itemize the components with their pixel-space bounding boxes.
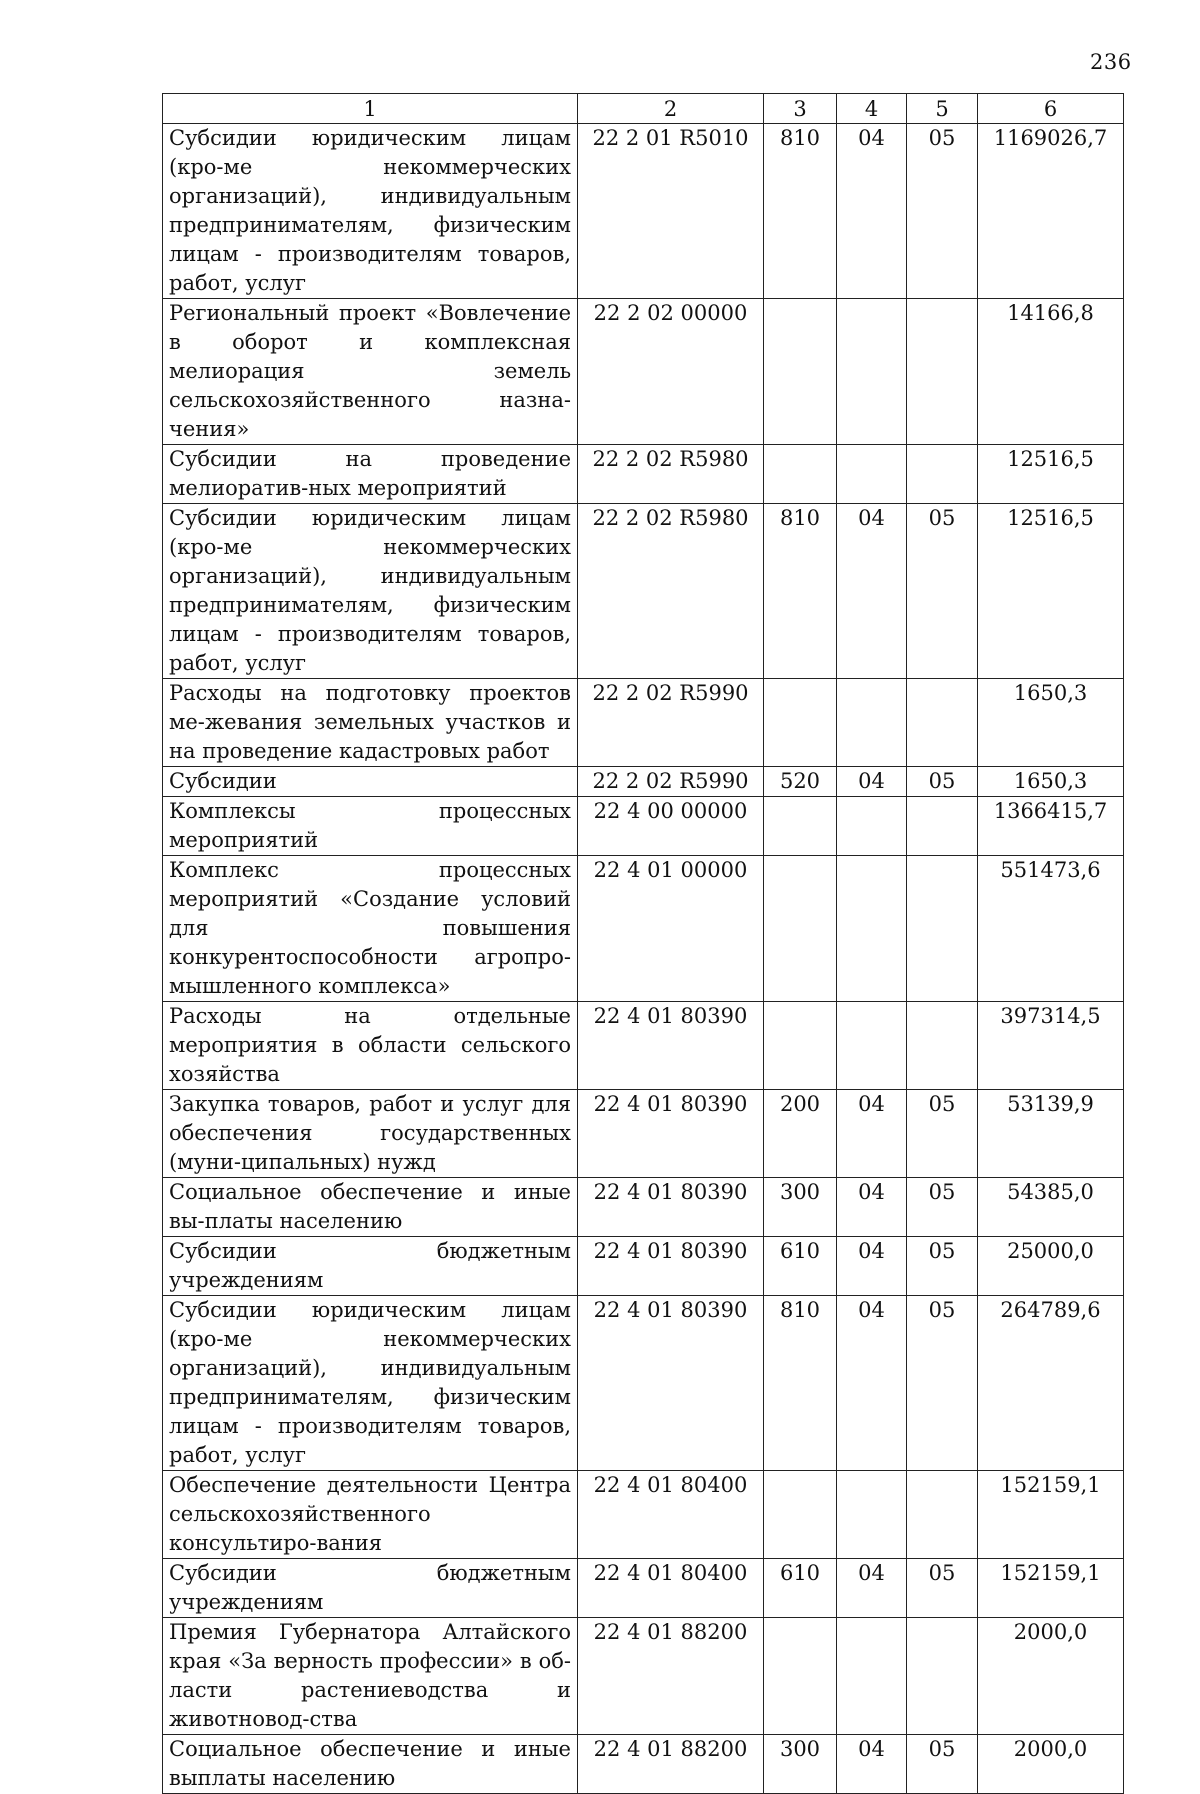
row-code-cell: 22 4 01 80390: [578, 1002, 764, 1090]
row-code-cell: 22 2 02 R5990: [578, 767, 764, 797]
row-col3-cell: [764, 679, 837, 767]
header-col-5: 5: [907, 94, 978, 124]
header-row: [163, 94, 1124, 124]
row-col3-cell: 810: [764, 124, 837, 299]
table-row: [163, 856, 1124, 1002]
row-col3-cell: [764, 1618, 837, 1735]
row-col3-cell: [764, 299, 837, 445]
row-code-cell: 22 2 02 R5980: [578, 445, 764, 504]
row-col4-cell: 04: [837, 1090, 907, 1178]
row-name-cell: Региональный проект «Вовлечение в оборот и комплексная мелиорация земель сельскохозяйственного назна-чения»: [163, 299, 578, 445]
row-amount-cell: 1650,3: [978, 679, 1124, 767]
row-code-cell: 22 4 01 88200: [578, 1618, 764, 1735]
row-col5-cell: 05: [907, 124, 978, 299]
row-col3-cell: 300: [764, 1735, 837, 1794]
table-row: [163, 124, 1124, 299]
row-name-cell: Субсидии бюджетным учреждениям: [163, 1559, 578, 1618]
table-row: [163, 445, 1124, 504]
row-code-cell: 22 4 01 80400: [578, 1471, 764, 1559]
row-name-cell: Субсидии: [163, 767, 578, 797]
table-row: [163, 1471, 1124, 1559]
row-col4-cell: 04: [837, 1735, 907, 1794]
row-col4-cell: 04: [837, 504, 907, 679]
row-col3-cell: [764, 1002, 837, 1090]
row-col4-cell: 04: [837, 1296, 907, 1471]
row-col5-cell: [907, 1471, 978, 1559]
table-row: [163, 1178, 1124, 1237]
row-amount-cell: 12516,5: [978, 445, 1124, 504]
table-row: [163, 797, 1124, 856]
row-col4-cell: [837, 1471, 907, 1559]
row-code-cell: 22 2 02 R5990: [578, 679, 764, 767]
row-col5-cell: 05: [907, 767, 978, 797]
table-row: [163, 1002, 1124, 1090]
row-col5-cell: 05: [907, 1559, 978, 1618]
row-code-cell: 22 2 02 R5980: [578, 504, 764, 679]
row-col5-cell: [907, 856, 978, 1002]
row-amount-cell: 2000,0: [978, 1618, 1124, 1735]
row-col4-cell: 04: [837, 1237, 907, 1296]
row-name-cell: Социальное обеспечение и иные вы-платы населению: [163, 1178, 578, 1237]
row-col5-cell: 05: [907, 1178, 978, 1237]
row-code-cell: 22 4 01 88200: [578, 1735, 764, 1794]
row-col5-cell: [907, 679, 978, 767]
row-name-cell: Комплексы процессных мероприятий: [163, 797, 578, 856]
row-amount-cell: 1366415,7: [978, 797, 1124, 856]
row-col5-cell: 05: [907, 504, 978, 679]
row-col5-cell: 05: [907, 1090, 978, 1178]
row-amount-cell: 551473,6: [978, 856, 1124, 1002]
row-col5-cell: 05: [907, 1735, 978, 1794]
table-row: [163, 767, 1124, 797]
row-amount-cell: 2000,0: [978, 1735, 1124, 1794]
row-amount-cell: 25000,0: [978, 1237, 1124, 1296]
row-col3-cell: 300: [764, 1178, 837, 1237]
table-row: [163, 1090, 1124, 1178]
row-col5-cell: [907, 445, 978, 504]
table-row: [163, 1735, 1124, 1794]
table-row: [163, 1618, 1124, 1735]
row-col5-cell: [907, 1002, 978, 1090]
table-row: [163, 1559, 1124, 1618]
row-amount-cell: 152159,1: [978, 1559, 1124, 1618]
header-col-1: 1: [163, 94, 578, 124]
row-amount-cell: 53139,9: [978, 1090, 1124, 1178]
row-col5-cell: 05: [907, 1237, 978, 1296]
row-col5-cell: [907, 797, 978, 856]
row-name-cell: Премия Губернатора Алтайского края «За верность профессии» в об-ласти растениеводства и животновод-ства: [163, 1618, 578, 1735]
row-name-cell: Обеспечение деятельности Центра сельскохозяйственного консультиро-вания: [163, 1471, 578, 1559]
row-col4-cell: [837, 1002, 907, 1090]
header-col-2: 2: [578, 94, 764, 124]
row-col5-cell: 05: [907, 1296, 978, 1471]
row-code-cell: 22 4 01 80390: [578, 1178, 764, 1237]
row-amount-cell: 152159,1: [978, 1471, 1124, 1559]
budget-table: [162, 93, 1124, 1794]
row-col4-cell: [837, 679, 907, 767]
row-amount-cell: 397314,5: [978, 1002, 1124, 1090]
header-col-3: 3: [764, 94, 837, 124]
row-amount-cell: 14166,8: [978, 299, 1124, 445]
row-col3-cell: [764, 856, 837, 1002]
page-number: 236: [1090, 50, 1132, 74]
row-col4-cell: [837, 1618, 907, 1735]
row-code-cell: 22 2 01 R5010: [578, 124, 764, 299]
row-name-cell: Субсидии юридическим лицам (кро-ме некоммерческих организаций), индивидуальным предпринимателям, физическим лицам - производителям товаров, работ, услуг: [163, 124, 578, 299]
row-amount-cell: 264789,6: [978, 1296, 1124, 1471]
row-col3-cell: [764, 445, 837, 504]
row-code-cell: 22 4 01 00000: [578, 856, 764, 1002]
row-amount-cell: 1650,3: [978, 767, 1124, 797]
table-row: [163, 1296, 1124, 1471]
row-col4-cell: [837, 797, 907, 856]
table-body: [163, 124, 1124, 1794]
row-col4-cell: 04: [837, 1178, 907, 1237]
row-col3-cell: 810: [764, 504, 837, 679]
row-code-cell: 22 2 02 00000: [578, 299, 764, 445]
row-name-cell: Расходы на подготовку проектов ме-жевания земельных участков и на проведение кадастровых работ: [163, 679, 578, 767]
table-row: [163, 679, 1124, 767]
row-col5-cell: [907, 299, 978, 445]
row-name-cell: Закупка товаров, работ и услуг для обеспечения государственных (муни-ципальных) нужд: [163, 1090, 578, 1178]
row-name-cell: Социальное обеспечение и иные выплаты населению: [163, 1735, 578, 1794]
header-col-6: 6: [978, 94, 1124, 124]
row-name-cell: Комплекс процессных мероприятий «Создание условий для повышения конкурентоспособности агропро-мышленного комплекса»: [163, 856, 578, 1002]
row-col5-cell: [907, 1618, 978, 1735]
row-col3-cell: 810: [764, 1296, 837, 1471]
table-row: [163, 1237, 1124, 1296]
row-col3-cell: [764, 1471, 837, 1559]
row-col3-cell: 610: [764, 1237, 837, 1296]
row-code-cell: 22 4 01 80390: [578, 1296, 764, 1471]
row-amount-cell: 12516,5: [978, 504, 1124, 679]
row-col3-cell: 200: [764, 1090, 837, 1178]
row-col4-cell: 04: [837, 1559, 907, 1618]
row-col4-cell: [837, 445, 907, 504]
row-col3-cell: [764, 797, 837, 856]
row-name-cell: Субсидии бюджетным учреждениям: [163, 1237, 578, 1296]
row-code-cell: 22 4 01 80390: [578, 1090, 764, 1178]
row-col3-cell: 520: [764, 767, 837, 797]
row-col4-cell: [837, 856, 907, 1002]
row-name-cell: Субсидии юридическим лицам (кро-ме некоммерческих организаций), индивидуальным предпринимателям, физическим лицам - производителям товаров, работ, услуг: [163, 1296, 578, 1471]
row-name-cell: Субсидии на проведение мелиоратив-ных мероприятий: [163, 445, 578, 504]
row-amount-cell: 54385,0: [978, 1178, 1124, 1237]
row-name-cell: Расходы на отдельные мероприятия в области сельского хозяйства: [163, 1002, 578, 1090]
row-col3-cell: 610: [764, 1559, 837, 1618]
row-name-cell: Субсидии юридическим лицам (кро-ме некоммерческих организаций), индивидуальным предпринимателям, физическим лицам - производителям товаров, работ, услуг: [163, 504, 578, 679]
row-col4-cell: 04: [837, 124, 907, 299]
header-col-4: 4: [837, 94, 907, 124]
row-code-cell: 22 4 01 80390: [578, 1237, 764, 1296]
row-code-cell: 22 4 00 00000: [578, 797, 764, 856]
table-row: [163, 504, 1124, 679]
row-amount-cell: 1169026,7: [978, 124, 1124, 299]
table-row: [163, 299, 1124, 445]
row-code-cell: 22 4 01 80400: [578, 1559, 764, 1618]
row-col4-cell: [837, 299, 907, 445]
row-col4-cell: 04: [837, 767, 907, 797]
